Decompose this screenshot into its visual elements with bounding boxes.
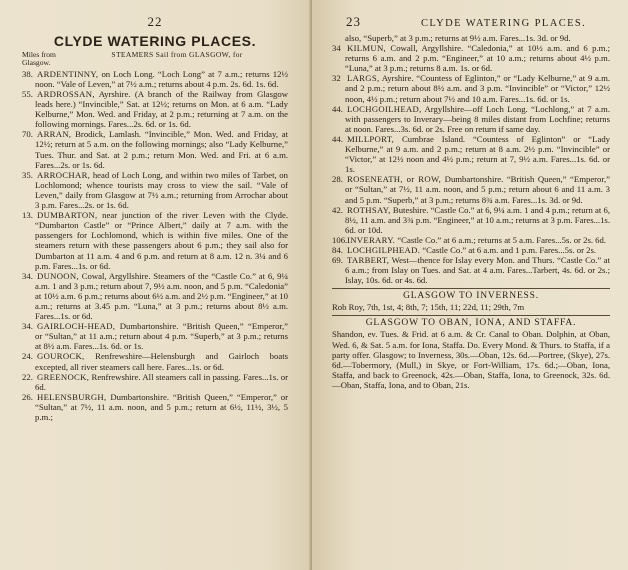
entry-text: Buteshire. “Castle Co.” at 6, 9¼ a.m. 1 and 4 p.m.; return at 6, 8½, 11 a.m. and 3¾ p.m. “Engineer,” at 10 a.m.; returns at 3 p.m. Fares...1s. 6d. or 10d. (345, 204, 610, 235)
section-rule (332, 288, 610, 289)
steamers-header: STEAMERS Sail from GLASGOW, for (111, 50, 243, 59)
entry-text: on Loch Long. “Loch Long” at 7 a.m.; returns 12½ noon. “Vale of Leven,” at 7½ a.m.; returns about 4 p.m. 2s. 6d. 1s. 6d. (35, 68, 289, 89)
entry-miles: 34. (22, 321, 33, 332)
column-headers (22, 51, 288, 68)
entry-miles: 34. (22, 270, 33, 281)
entry-miles: 28. (332, 174, 343, 185)
entry-text: “Castle Co.” at 6 a.m. and 1 p.m. Fares...5s. or 2s. (422, 244, 597, 255)
destination-entry (22, 372, 288, 392)
entry-place: LOCHGILPHEAD. (347, 244, 421, 255)
entry-place: HELENSBURGH, (37, 391, 107, 402)
destination-entry (22, 69, 288, 89)
entry-place: MILLPORT, (347, 133, 395, 144)
running-head: CLYDE WATERING PLACES. (421, 18, 587, 29)
entry-text: Dumbartonshire. “British Queen,” “Emperor,” or “Sultan,” at 7½, 11 a.m. noon, and 5 p.m.; return about 6 and 11 a.m. 3 and 5 p.m. “Superb,” at 3 p.m.; returns 8¾ a.m. Fares...1s. 3d. or 9d. (345, 174, 610, 205)
entry-place: DUMBARTON, (37, 210, 98, 221)
right-entry-list (332, 43, 610, 285)
entry-miles: 42. (332, 204, 343, 215)
destination-entry (22, 271, 288, 321)
entry-place: ARDENTINNY, (37, 68, 99, 79)
entry-text: Renfrewshire—Helensburgh and Gairloch boats excepted, all river steamers call here. Fares...1s. or 6d. (35, 351, 289, 372)
entry-place: LOCHGOILHEAD, (347, 103, 422, 114)
right-page-header (346, 14, 610, 30)
left-page-content (22, 14, 288, 422)
entry-text: Argyllshire—off Loch Long. “Lochlong,” at 7 a.m. with passengers to Inverary—being 8 miles distant from Lochfine; returns at noon. Fares...3s. 6d. or 2s. Free on return if same day. (345, 103, 610, 134)
entry-place: TARBERT, (347, 255, 390, 266)
entry-miles: 38. (22, 68, 33, 79)
entry-text: Ayrshire. (A branch of the Railway from Glasgow leads here.) “Invincible,” Sat. at 12½; returns on Mon. at 6 a.m. “Lady Kelburne,” Mon. Wed. and Friday, at 2 p.m.; returning at 7 a.m. on the following mornings. Fares...2s. 6d. or 1s. 6d. (35, 89, 288, 130)
entry-text: Brodick, Lamlash. “Invincible,” Mon. Wed. and Friday, at 12½; return at 5 a.m. on the following mornings; also “Lady Kelburne,” Tues. Thur. and Sat. at 2 p.m.; return Mon. Wed. and Fri. at 6 a.m. Fares...2s. or 1s. 6d. (35, 129, 288, 170)
entry-miles: 44. (332, 133, 343, 144)
left-entry-list (22, 69, 288, 422)
destination-entry (22, 210, 288, 271)
destination-entry (22, 89, 288, 129)
entry-miles: 106. (332, 234, 348, 245)
entry-place: ROSENEATH, or ROW, (347, 174, 442, 185)
destination-entry (332, 255, 610, 285)
destination-entry (22, 351, 288, 371)
left-page (0, 0, 312, 570)
destination-entry (22, 170, 288, 210)
entry-miles: 35. (22, 169, 33, 180)
entry-text: near junction of the river Leven with the Clyde. “Dumbarton Castle” or “Prince Albert,” daily at 7 a.m. with the passengers for Lochlomond, which is within five miles. One of the steamers return with these passengers about 6 p.m.; they sail also for Dumbarton at 11 a.m. 4 and 6 p.m. and return at 8 a.m. 12 n. 3¼ and 6 p.m. Fares...1s. or 6d. (35, 210, 289, 271)
entry-text: Cowall, Argyllshire. “Caledonia,” at 10½ a.m. and 6 p.m.; returns 6 a.m. and 2 p.m. “Engineer,” at 10 a.m.; returns about 4½ p.m. “Luna,” at 3 p.m.; returns 8 a.m. 1s. or 6d. (345, 43, 611, 74)
destination-entry (22, 321, 288, 351)
entry-miles: 34 (332, 43, 341, 54)
entry-text: Ayrshire. “Countess of Eglinton,” or “Lady Kelburne,” at 9 a.m. and 2 p.m.; return about 8½ a.m. and 3 p.m. “Invincible” or “Victor,” 12½ noon, 4½ p.m.; return about 7½ and 10 a.m. Fares...1s. 6d. or 1s. (345, 73, 610, 104)
entry-miles: 22. (22, 371, 33, 382)
miles-header: Miles from Glasgow. (22, 50, 56, 68)
entry-miles: 70. (22, 129, 33, 140)
continuation-text: also, “Superb,” at 3 p.m.; returns at 9½ a.m. Fares...1s. 3d. or 9d. (345, 33, 571, 43)
destination-entry (22, 129, 288, 169)
entry-text: Cowal, Argyllshire. Steamers of the “Castle Co.” at 6, 9¼ a.m. 1 and 3 p.m.; return about 7, 9½ a.m. noon, and 5 p.m. “Caledonia” at 10½ a.m. 6 p.m.; returns about 6½ a.m. and 2½ p.m. “Engineer,” at 10 a.m.; returns at 3.45 p.m. “Luna,” at 3 p.m.; returns about 8½ a.m. Fares...1s. or 6d. (35, 270, 288, 322)
destination-entry (332, 134, 610, 174)
section-rule (332, 315, 610, 316)
entry-place: GREENOCK, (37, 371, 90, 382)
oban-heading: GLASGOW TO OBAN, IONA, AND STAFFA. (365, 318, 577, 329)
entry-text: Cumbrae Island. “Countess of Eglinton” or “Lady Kelburne,” at 9 a.m. and 2 p.m.; return at 8 a.m. 2½ p.m. “Invincible” or “Victor,” at 12½ noon and 4½ p.m.; return at 7, 9½ a.m. Fares...1s. 6d. or 1s. (345, 133, 611, 175)
page-title: CLYDE WATERING PLACES. (53, 33, 257, 49)
page-number-right: 23 (346, 14, 361, 29)
destination-entry (332, 43, 610, 73)
oban-schedule: Shandon, ev. Tues. & Frid. at 6 a.m. & Cr. Canal to Oban. Dolphin, at Oban, Wed. 6, & Sat. 5 a.m. for Iona, Staffa. Do. Every Mond. & Thurs. to Staffa, if a party offer. Glasgow; to Inverness, 30s.—Oban, 12s. 6d.—Portree, (Skye), 27s. 6d.—Tobermory, (Mull,) in Skye, or Fort-William, 17s. 6d.;—Oban, Iona, Staffa, and back to Greenock, 42s.—Oban, Staffa, Iona, to Greenock, 32s. 6d.—Oban, Staffa, Iona, and to Oban, 21s. (332, 329, 610, 390)
entry-place: GAIRLOCH-HEAD, (37, 321, 116, 332)
inverness-heading: GLASGOW TO INVERNESS. (403, 291, 539, 302)
destination-entry (332, 235, 610, 245)
entry-miles: 26. (22, 391, 33, 402)
entry-place: INVERARY. (347, 234, 396, 245)
entry-miles: 84. (332, 244, 343, 255)
entry-miles: 69. (332, 255, 343, 266)
page-number-left: 22 (147, 14, 163, 29)
entry-text: West—thence for Islay every Mon. and Thurs. “Castle Co.” at 6 a.m.; from Islay on Tues. and Sat. at 4 a.m. Fares...Tarbert, 4s. 6d. or 2s.; Islay, 10s. 6d. or 4s. 6d. (345, 255, 610, 286)
destination-entry (332, 73, 610, 103)
entry-place: ARROCHAR, (37, 169, 91, 180)
entry-text: “Castle Co.” at 6 a.m.; returns at 5 a.m. Fares...5s. or 2s. 6d. (397, 234, 607, 245)
entry-miles: 55. (22, 89, 33, 99)
entry-text: Dumbartonshire. “British Queen,” “Emperor,” or “Sultan,” at 11 a.m.; return about 4 p.m. “Superb,” at 3 p.m.; returns at 8½ a.m. Fares...1s. 6d. or 1s. (35, 321, 288, 352)
destination-entry (332, 174, 610, 204)
entry-place: ARDROSSAN, (37, 89, 95, 99)
entry-miles: 44. (332, 103, 343, 114)
entry-text: Dumbartonshire. “British Queen,” “Emperor,” or “Sultan,” at 7½, 11 a.m. noon, and 5 p.m.; return at 6½, 11½, 3½, 5 p.m.; (35, 391, 288, 422)
inverness-schedule: Rob Roy, 7th, 1st, 4; 8th, 7; 15th, 11; 22d, 11; 29th, 7m (332, 302, 525, 313)
destination-entry (332, 245, 610, 255)
entry-place: KILMUN, (347, 43, 387, 54)
entry-place: ARRAN, (37, 129, 72, 140)
destination-entry (332, 205, 610, 235)
entry-place: ROTHSAY, (347, 204, 391, 215)
entry-place: LARGS, (347, 73, 380, 84)
entry-miles: 13. (22, 210, 33, 221)
entry-text: Renfrewshire. All steamers call in passing. Fares...1s. or 6d. (35, 371, 289, 392)
destination-entry (332, 104, 610, 134)
entry-place: GOUROCK, (37, 351, 85, 362)
entry-miles: 32 (332, 73, 341, 84)
entry-text: head of Loch Long, and within two miles of Tarbet, on Lochlomond; whence tourists may cross to view the sail. “Vale of Leven,” daily from Glasgow at 7½ a.m.; returning from Arrochar about 3 p.m. Fares...2s. or 1s. 6d. (35, 169, 288, 211)
right-page (312, 0, 628, 570)
entry-place: DUNOON, (37, 270, 79, 281)
destination-entry (22, 392, 288, 422)
entry-miles: 24. (22, 351, 33, 362)
right-page-content (332, 14, 610, 390)
